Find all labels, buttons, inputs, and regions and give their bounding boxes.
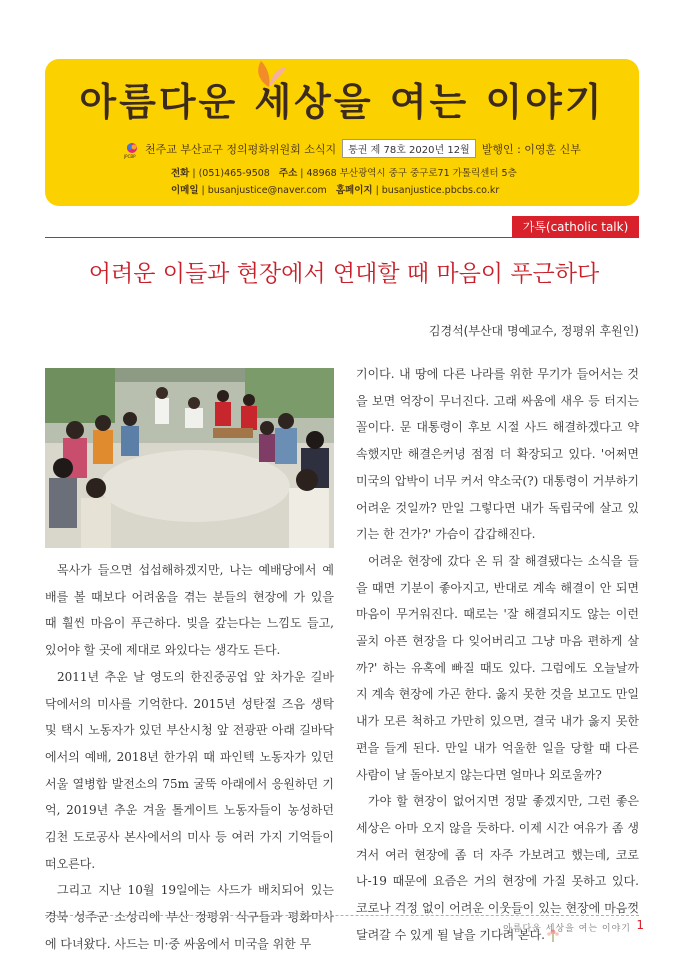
- masthead-subline: [125, 139, 581, 158]
- article-photo: [45, 368, 334, 548]
- page-number: 1: [636, 918, 644, 932]
- article-author: 김경석(부산대 명예교수, 정평위 후원인): [428, 324, 639, 338]
- email-label: 이메일: [171, 185, 199, 196]
- phone-label: 전화: [171, 168, 190, 179]
- paragraph: 어려운 현장에 갔다 온 뒤 잘 해결됐다는 소식을 들을 때면 기분이 좋아지고, 반대로 계속 해결이 안 되면 마음이 무거워진다. 때로는 '잘 해결되지도 않는 이런 골치 아픈 현장을 다 잊어버리고 그냥 마음 편하게 살까?' 하는 유혹에 빠질 때도 있다. 그럼에도 오늘날까지 계속 현장에 가곤 한다. 옳지 못한 것을 보고도 만일 내가 모른 척하고 가만히 있으면, 결국 내가 옳지 못한 편을 들게 된다. 만일 내가 억울한 일을 당할 때 다른 사람이 날 돌아보지 않는다면 얼마나 외로울까?: [356, 553, 639, 782]
- magazine-title: 아름다운 세상을 여는 이야기: [79, 79, 605, 124]
- logo-text: JPCBP: [124, 154, 136, 159]
- article-headline: 어려운 이들과 현장에서 연대할 때 마음이 푸근하다: [88, 261, 600, 287]
- paragraph: 목사가 들으면 섭섭해하겠지만, 나는 예배당에서 예배를 볼 때보다 어려움을 겪는 분들의 현장에 가 있을 때 훨씬 마음이 푸근하다. 빚을 갚는다는 느낌도 들고, 있어야 할 곳에 제대로 와있다는 생각도 든다.: [45, 563, 334, 658]
- address: 48968 부산광역시 중구 중구로71 가톨릭센터 5층: [306, 168, 517, 179]
- category-divider: [45, 237, 639, 238]
- homepage-label: 홈페이지: [335, 185, 373, 196]
- contact-line-email-homepage: 이메일 | busanjustice@naver.com 홈페이지 | busanjustice.pbcbs.co.kr: [171, 185, 500, 196]
- publisher: 발행인 : 이영훈 신부: [481, 142, 581, 156]
- gathering-photo-illustration: [45, 368, 334, 548]
- paragraph: 그리고 지난 10월 19일에는 사드가 배치되어 있는 경북 성주군 소성리에 부산 정평위 식구들과 평화미사에 다녀왔다. 사드는 미·중 싸움에서 미국을 위한 무: [45, 883, 334, 951]
- category-tab: 가톡(catholic talk): [512, 216, 639, 238]
- article-column-left: [45, 557, 334, 958]
- org-name: 천주교 부산교구 정의평화위원회 소식지: [145, 142, 337, 156]
- paragraph: 2011년 추운 날 영도의 한진중공업 앞 차가운 길바닥에서의 미사를 기억한다. 2015년 성탄절 즈음 생탁 및 택시 노동자가 있던 부산시청 앞 전광판 아래 길바닥에서의 예배, 2018년 한가위 때 파인텍 노동자가 있던 서울 열병합 발전소의 75m 굴뚝 아래에서 응원하던 기억, 2019년 추운 겨울 톨게이트 노동자들이 농성하던 김천 도로공사 본사에서의 미사 등 여러 가지 기억들이 떠오른다.: [45, 669, 334, 871]
- article-column-right: [356, 361, 639, 948]
- footer-magazine-title: 아름다운 세상을 여는 이야기: [503, 924, 631, 934]
- homepage: busanjustice.pbcbs.co.kr: [381, 185, 500, 196]
- phone-number: (051)465-9508: [198, 168, 270, 179]
- footer-divider: [45, 915, 639, 916]
- paragraph: 기이다. 내 땅에 다른 나라를 위한 무기가 들어서는 것을 보면 억장이 무너진다. 고래 싸움에 새우 등 터지는 꼴이다. 문 대통령이 후보 시절 사드 해결하겠다고 약속했지만 해결은커녕 점점 더 확장되고 있다. '어쩌면 미국의 압박이 너무 커서 약소국(?) 대통령이 거부하기 어려운 것일까? 만일 그렇다면 내가 독립국에 살고 있기는 한 건가?' 가슴이 갑갑해진다.: [356, 367, 639, 542]
- paragraph-text: 가야 할 현장이 없어지면 정말 좋겠지만, 그런 좋은 세상은 아마 오지 않을 듯하다. 이제 시간 여유가 좀 생겨서 여러 현장에 좀 더 자주 가보려고 했는데, 코로나-19 때문에 요즘은 거의 현장에 가질 못하고 있다. 코로나 걱정 없이 어려운 이웃들이 있는 현장에 마음껏 달려갈 수 있게 될 날을 기다려 본다.: [356, 794, 639, 942]
- contact-line-phone-address: 전화 | (051)465-9508 주소 | 48968 부산광역시 중구 중구로71 가톨릭센터 5층: [171, 168, 517, 179]
- masthead-banner: [45, 59, 639, 206]
- address-label: 주소: [278, 168, 298, 179]
- email: busanjustice@naver.com: [207, 185, 327, 196]
- issue-number: 통권 제 78호 2020년 12월: [342, 139, 476, 158]
